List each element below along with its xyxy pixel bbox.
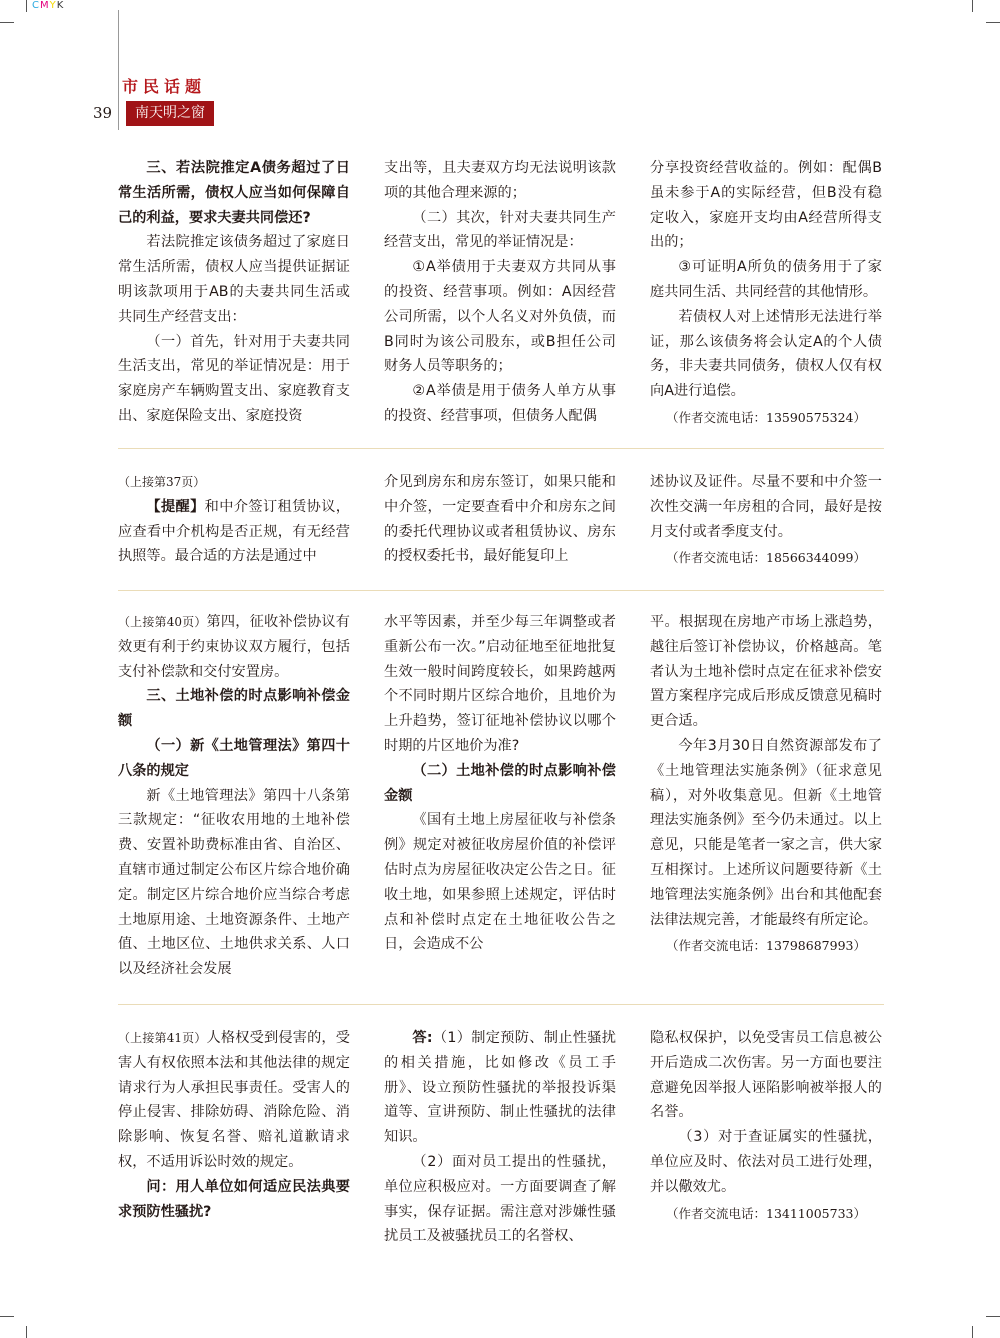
- crop-mark-top-right-v: [972, 0, 973, 12]
- article2-text: 和中介签订租赁协议，应查看中介机构是否正规，有无经营执照等。最合适的方法是通过中: [118, 498, 350, 565]
- article2-column3: [650, 470, 882, 571]
- article1-paragraph: （一）首先，针对用于夫妻共同生活支出，常见的举证情况是：用于家庭房产车辆购置支出、家庭教育支出、家庭保险支出、家庭投资: [118, 333, 350, 424]
- cmyk-registration-mark: [32, 0, 64, 11]
- section-title: 市民话题: [122, 77, 207, 96]
- cmyk-y: Y: [49, 0, 57, 11]
- article3-column3: [650, 610, 882, 959]
- crop-mark-bottom-left-v: [26, 1326, 27, 1338]
- continued-from-label: （上接第40页）: [118, 615, 207, 629]
- article4-paragraph: 隐私权保护，以免受害员工信息被公开后造成二次伤害。另一方面也要注意避免因举报人诬陷影响被举报人的名誉。: [650, 1030, 882, 1121]
- crop-mark-bottom-left: [0, 1316, 14, 1317]
- article2-paragraph: 述协议及证件。尽量不要和中介签一次性交满一年房租的合同，最好是按月支付或者季度支付。: [650, 474, 882, 540]
- article1-paragraph: ③可证明A所负的债务用于了家庭共同生活、共同经营的其他情形。: [650, 259, 882, 300]
- reminder-keyword: 【提醒】: [146, 498, 205, 515]
- crop-mark-top-left-v: [26, 0, 27, 12]
- article1-paragraph: 若债权人对上述情形无法进行举证，那么该债务将会认定A的个人债务，非夫妻共同债务，债权人仅有权向A进行追偿。: [650, 308, 882, 400]
- article3-paragraph: 今年3月30日自然资源部发布了《土地管理法实施条例》（征求意见稿），对外收集意见。但新《土地管理法实施条例》至今仍未通过。以上意见，只能是笔者一家之言，供大家互相探讨。上述所议问题要待新《土地管理法实施条例》出台和其他配套法律法规完善，才能最终有所定论。: [650, 737, 882, 928]
- article3-heading: 三、土地补偿的时点影响补偿金额: [118, 688, 350, 730]
- article2-paragraph: 介见到房东和房东签订，如果只能和中介签，一定要查看中介和房东之间的委托代理协议或者租赁协议、房东的授权委托书，最好能复印上: [384, 474, 616, 565]
- article4-question: 问：用人单位如何适应民法典要求预防性骚扰?: [118, 1178, 350, 1220]
- article3-paragraph: 新《土地管理法》第四十八条第三款规定：“征收农用地的土地补偿费、安置补助费标准由省、自治区、直辖市通过制定公布区片综合地价确定。制定区片综合地价应当综合考虑土地原用途、土地资源条件、土地产值、土地区位、土地供求关系、人口以及经济社会发展: [118, 787, 350, 978]
- cmyk-m: M: [39, 0, 50, 11]
- section-divider: [118, 1004, 884, 1005]
- article4-column2: [384, 1026, 616, 1249]
- article1-paragraph: ②A举债是用于债务人单方从事的投资、经营事项，但债务人配偶: [384, 383, 616, 424]
- article1-paragraph: 分享投资经营收益的。例如：配偶B虽未参于A的实际经营，但B没有稳定收入，家庭开支均由A经营所得支出的；: [650, 160, 882, 251]
- article1-paragraph: ①A举债用于夫妻双方共同从事的投资、经营事项。例如：A因经营公司所需，以个人名义对外负债，而B同时为该公司股东，或B担任公司财务人员等职务的；: [384, 259, 616, 375]
- cmyk-c: C: [32, 0, 40, 11]
- article1-column2: [384, 156, 616, 429]
- article1-paragraph: 支出等，且夫妻双方均无法说明该款项的其他合理来源的；: [384, 160, 616, 201]
- article4-paragraph: （2）面对员工提出的性骚扰，单位应积极应对。一方面要调查了解事实，保存证据。需注意对涉嫌性骚扰员工及被骚扰员工的名誉权、: [384, 1153, 616, 1245]
- author-contact: （作者交流电话：18566344099）: [666, 550, 866, 566]
- article3-subheading: （二）土地补偿的时点影响补偿金额: [384, 762, 616, 804]
- article4-text: （1）制定预防、制止性骚扰的相关措施，比如修改《员工手册》、设立预防性骚扰的举报投诉渠道等、宣讲预防、制止性骚扰的法律知识。: [384, 1030, 616, 1146]
- crop-mark-bottom-right: [986, 1316, 1000, 1317]
- article1-paragraph: （二）其次，针对夫妻共同生产经营支出，常见的举证情况是：: [384, 209, 616, 251]
- section-divider: [118, 448, 884, 449]
- continuation-note: [118, 470, 350, 495]
- article4-column3: [650, 1026, 882, 1226]
- article2-column1: [118, 470, 350, 569]
- section-divider: [118, 590, 884, 591]
- article1-column3: [650, 156, 882, 431]
- header-vertical-rule: [118, 10, 119, 130]
- column-tag: 南天明之窗: [126, 101, 214, 126]
- article4-paragraph: [118, 1026, 350, 1175]
- continued-from-label: （上接第41页）: [118, 1031, 207, 1045]
- crop-mark-bottom-right-v: [972, 1326, 973, 1338]
- answer-label: 答:: [412, 1030, 433, 1046]
- article1-column1: [118, 156, 350, 429]
- author-contact: （作者交流电话：13590575324）: [666, 409, 866, 425]
- article3-paragraph: [118, 610, 350, 684]
- article3-paragraph: 《国有土地上房屋征收与补偿条例》规定对被征收房屋价值的补偿评估时点为房屋征收决定公告之日。征收土地，如果参照上述规定，评估时点和补偿时点定在土地征收公告之日，会造成不公: [384, 812, 616, 953]
- page-number: 39: [93, 104, 113, 122]
- cmyk-k: K: [56, 0, 65, 11]
- article4-column1: [118, 1026, 350, 1224]
- article1-paragraph: 若法院推定该债务超过了家庭日常生活所需，债权人应当提供证据证明该款项用于AB的夫妻共同生活或共同生产经营支出：: [118, 234, 350, 325]
- crop-mark-top-left: [0, 22, 14, 23]
- article4-paragraph: （3）对于查证属实的性骚扰，单位应及时、依法对员工进行处理，并以儆效尤。: [650, 1129, 882, 1195]
- article1-heading: 三、若法院推定A债务超过了日常生活所需，债权人应当如何保障自己的利益，要求夫妻共同偿还?: [118, 160, 350, 226]
- article3-column1: [118, 610, 350, 982]
- article3-column2: [384, 610, 616, 957]
- article3-paragraph: 平。根据现在房地产市场上涨趋势，越往后签订补偿协议，价格越高。笔者认为土地补偿时点定在征求补偿安置方案程序完成后形成反馈意见稿时更合适。: [650, 614, 882, 730]
- author-contact: （作者交流电话：13798687993）: [666, 938, 866, 954]
- article4-text: 人格权受到侵害的，受害人有权依照本法和其他法律的规定请求行为人承担民事责任。受害人的停止侵害、排除妨碍、消除危险、消除影响、恢复名誉、赔礼道歉请求权，不适用诉讼时效的规定。: [118, 1030, 350, 1170]
- article3-paragraph: 水平等因素，并至少每三年调整或者重新公布一次。”启动征地至征地批复生效一般时间跨度较长，如果跨越两个不同时期片区综合地价，且地价为上升趋势，签订征地补偿协议以哪个时期的片区地价为准?: [384, 614, 616, 754]
- author-contact: （作者交流电话：13411005733）: [666, 1205, 866, 1221]
- continued-from-label: （上接第37页）: [118, 475, 206, 489]
- article4-paragraph: [384, 1026, 616, 1150]
- crop-mark-top-right: [986, 22, 1000, 23]
- article2-column2: [384, 470, 616, 569]
- article3-subheading: （一）新《土地管理法》第四十八条的规定: [118, 737, 350, 779]
- article2-paragraph: [118, 495, 350, 569]
- article3-text: 第四，征收补偿协议有效更有利于约束协议双方履行，包括支付补偿款和交付安置房。: [118, 614, 350, 680]
